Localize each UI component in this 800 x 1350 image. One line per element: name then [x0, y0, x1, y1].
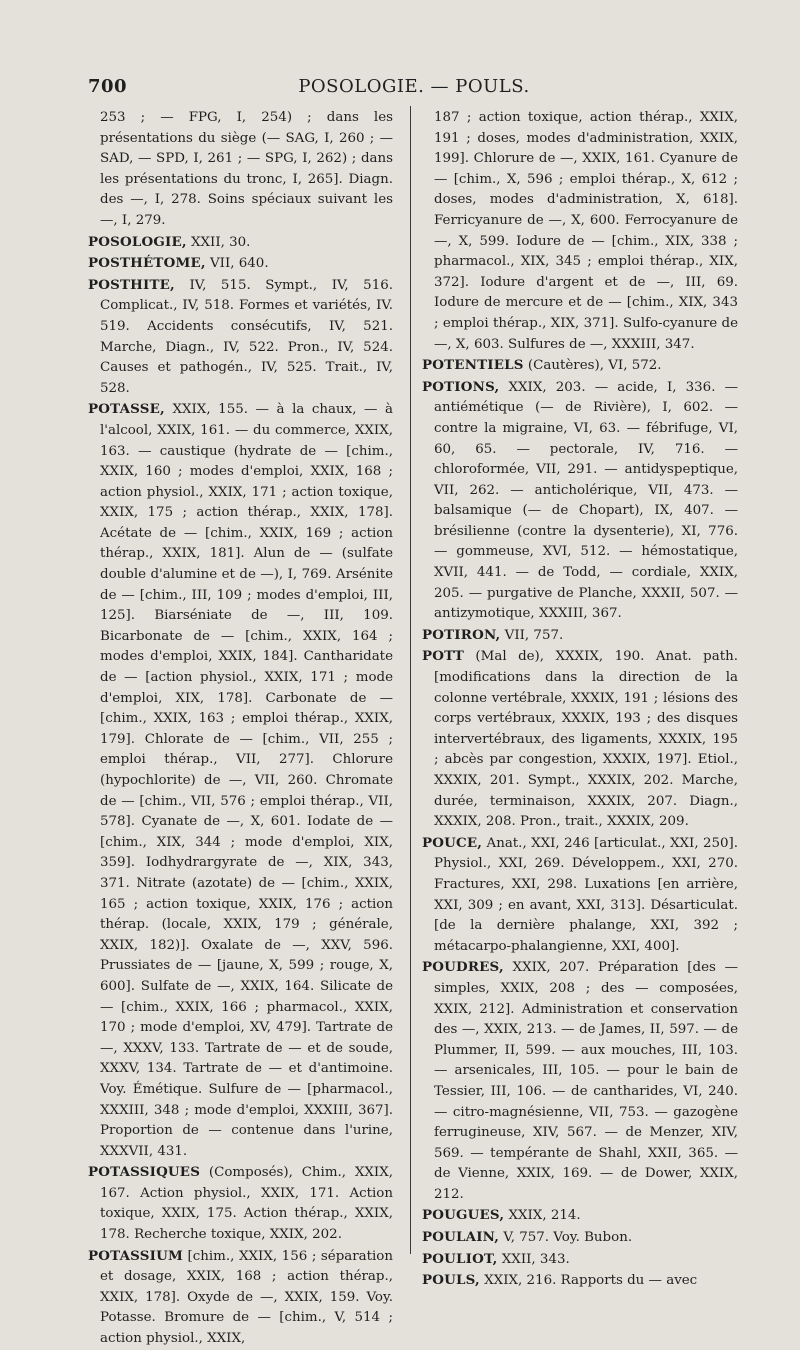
index-entry [422, 646, 738, 832]
index-entry [88, 275, 393, 400]
entry-term: POULS, [422, 1272, 480, 1289]
entry-text: XXII, 343. [497, 1251, 570, 1267]
entry-term: POTT [422, 648, 464, 665]
entry-term: POULAIN, [422, 1229, 500, 1246]
entry-term: POTENTIELS [422, 357, 524, 374]
index-entry [422, 1227, 738, 1249]
index-entry [422, 377, 738, 625]
entry-text: XXIX, 155. — à la chaux, — à l'alcool, XXIX, 161. — du commerce, XXIX, 163. — caustique (hydrate de — [chim., XXIX, 160 ; modes d'emploi, XXIX, 168 ; action physiol., XXIX, 171 ; action toxique, XXIX, 175 ; action thérap., XXIX, 178]. Acétate de — [chim., XXIX, 169 ; action thérap., XXIX, 181]. Alun de — (sulfate double d'alumine et de —), I, 769. Arsénite de — [chim., III, 109 ; modes d'emploi, III, 125]. Biarséniate de —, III, 109. Bicarbonate de — [chim., XXIX, 164 ; modes d'emploi, XXIX, 184]. Cantharidate de — [action physiol., XXIX, 171 ; mode d'emploi, XIX, 178]. Carbonate de — [chim., XXIX, 163 ; emploi thérap., XXIX, 179]. Chlorate de — [chim., VII, 255 ; emploi thérap., VII, 277]. Chlorure (hypochlorite) de —, VII, 260. Chromate de — [chim., VII, 576 ; emploi thérap., VII, 578]. Cyanate de —, X, 601. Iodate de — [chim., XIX, 344 ; mode d'emploi, XIX, 359]. Iodhydrargyrate de —, XIX, 343, 371. Nitrate (azotate) de — [chim., XXIX, 165 ; action toxique, XXIX, 176 ; action thérap. (locale, XXIX, 179 ; générale, XXIX, 182)]. Oxalate de —, XXV, 596. Prussiates de — [jaune, X, 599 ; rouge, X, 600]. Sulfate de —, XXIX, 164. Silicate de — [chim., XXIX, 166 ; pharmacol., XXIX, 170 ; mode d'emploi, XV, 479]. Tartrate de —, XXXV, 133. Tartrate de — et de soude, XXXV, 134. Tartrate de — et d'antimoine. Voy. Émétique. Sulfure de — [pharmacol., XXXIII, 348 ; mode d'emploi, XXXIII, 367]. Proportion de — contenue dans l'urine, XXXVII, 431. [100, 402, 393, 1159]
entry-term: POULIOT, [422, 1250, 498, 1267]
entry-text: (Mal de), XXXIX, 190. Anat. path. [modifications dans la direction de la colonne vertébrale, XXXIX, 191 ; lésions des corps vertébraux, XXXIX, 193 ; des disques intervertébraux, des ligaments, XXXIX, 195 ; abcès par congestion, XXXIX, 197]. Etiol., XXXIX, 201. Sympt., XXXIX, 202. Marche, durée, terminaison, XXXIX, 207. Diagn., XXXIX, 208. Pron., trait., XXXIX, 209. [434, 649, 738, 830]
entry-term: POTIRON, [422, 626, 501, 643]
entry-term: POTASSIUM [88, 1247, 183, 1264]
entry-text: XXIX, 214. [504, 1208, 581, 1224]
column-divider [410, 106, 411, 1254]
entry-term: POSTHITE, [88, 276, 175, 293]
index-entry [422, 355, 738, 377]
entry-text: VII, 757. [500, 627, 564, 643]
index-entry [88, 232, 393, 254]
entry-term: POSTHÉTOME, [88, 255, 206, 272]
entry-text: (Cautères), VI, 572. [523, 358, 662, 374]
index-entry [88, 108, 393, 232]
index-entry [88, 1246, 393, 1350]
index-entry [422, 833, 738, 958]
entry-text: XXIX, 203. — acide, I, 336. — antiémétique (— de Rivière), I, 602. — contre la migraine, VI, 63. — fébrifuge, VI, 60, 65. — pectorale, IV, 716. — chloroformée, VII, 291. — antidyspeptique, VII, 262. — anticholérique, VII, 473. — balsamique (— de Chopart), IX, 407. — brésilienne (contre la dysenterie), XI, 776. — gommeuse, XVI, 512. — hémostatique, XVII, 441. — de Todd, — cordiale, XXIX, 205. — purgative de Planche, XXXII, 507. — antizymotique, XXXIII, 367. [434, 379, 738, 622]
entry-text: (Composés), Chim., XXIX, 167. Action physiol., XXIX, 171. Action toxique, XXIX, 175. Action thérap., XXIX, 178. Recherche toxique, XXIX, 202. [100, 1165, 393, 1243]
entry-term: POTASSIQUES [88, 1164, 201, 1181]
entry-term: POUGUES, [422, 1207, 505, 1224]
index-entry [422, 1270, 738, 1292]
left-column [88, 108, 393, 1350]
entry-term: POTIONS, [422, 378, 500, 395]
index-entry [422, 957, 738, 1205]
entry-term: POSOLOGIE, [88, 233, 187, 250]
index-entry [422, 1205, 738, 1227]
running-title: POSOLOGIE. — POULS. [298, 76, 530, 97]
entry-text: VII, 640. [205, 256, 269, 272]
entry-text: [chim., XXIX, 156 ; séparation et dosage, XXIX, 168 ; action thérap., XXIX, 178]. Oxyde de —, XXIX, 159. Voy. Potasse. Bromure de — [chim., V, 514 ; action physiol., XXIX, [100, 1248, 393, 1347]
index-entry [422, 625, 738, 647]
entry-text: Anat., XXI, 246 [articulat., XXI, 250]. Physiol., XXI, 269. Développem., XXI, 270. Fractures, XXI, 298. Luxations [en arrière, XXI, 309 ; en avant, XXI, 313]. Désarticulat. [de la dernière phalange, XXI, 392 ; métacarpo-phalangienne, XXI, 400]. [434, 835, 738, 954]
entry-text: V, 757. Voy. Bubon. [499, 1230, 633, 1246]
entry-term: POUCE, [422, 834, 483, 851]
entry-text: XXIX, 207. Préparation [des — simples, XXIX, 208 ; des — composées, XXIX, 212]. Administration et conservation des —, XXIX, 213. — de James, II, 597. — de Plummer, II, 599. — aux mouches, III, 103. — arsenicales, III, 105. — pour le bain de Tessier, III, 106. — de cantharides, VI, 240. — citro-magnésienne, VII, 753. — gazogène ferrugineuse, XIV, 567. — de Menzer, XIV, 569. — tempérante de Shahl, XXII, 365. — de Vienne, XXIX, 169. — de Dower, XXIX, 212. [434, 960, 738, 1202]
entry-term: POUDRES, [422, 959, 504, 976]
entry-text: XXII, 30. [186, 234, 251, 250]
entry-text: IV, 515. Sympt., IV, 516. Complicat., IV, 518. Formes et variétés, IV. 519. Accidents consécutifs, IV, 521. Marche, Diagn., IV, 522. Pron., IV, 524. Causes et pathogén., IV, 525. Trait., IV, 528. [100, 277, 393, 396]
index-entry [88, 1162, 393, 1245]
index-entry [422, 1249, 738, 1271]
entry-term: POTASSE, [88, 401, 165, 418]
entry-text: 187 ; action toxique, action thérap., XXIX, 191 ; doses, modes d'administration, XXIX, 199]. Chlorure de —, XXIX, 161. Cyanure de — [chim., X, 596 ; emploi thérap., X, 612 ; doses, modes d'administration, X, 618]. Ferricyanure de —, X, 600. Ferrocyanure de —, X, 599. Iodure de — [chim., XIX, 338 ; pharmacol., XIX, 345 ; emploi thérap., XIX, 372]. Iodure d'argent et de —, III, 69. Iodure de mercure et de — [chim., XIX, 343 ; emploi thérap., XIX, 371]. Sulfo-cyanure de —, X, 603. Sulfures de —, XXXIII, 347. [434, 110, 738, 352]
page-header [88, 76, 740, 106]
index-entry [422, 108, 738, 355]
index-entry [88, 253, 393, 275]
index-entry [88, 399, 393, 1162]
right-column [422, 108, 738, 1292]
page-number: 700 [88, 76, 128, 97]
entry-text: XXIX, 216. Rapports du — avec [479, 1273, 698, 1289]
entry-text: 253 ; — FPG, I, 254) ; dans les présentations du siège (— SAG, I, 260 ; — SAD, — SPD, I, 261 ; — SPG, I, 262) ; dans les présentations du tronc, I, 265]. Diagn. des —, I, 278. Soins spéciaux suivant les —, I, 279. [100, 110, 393, 228]
